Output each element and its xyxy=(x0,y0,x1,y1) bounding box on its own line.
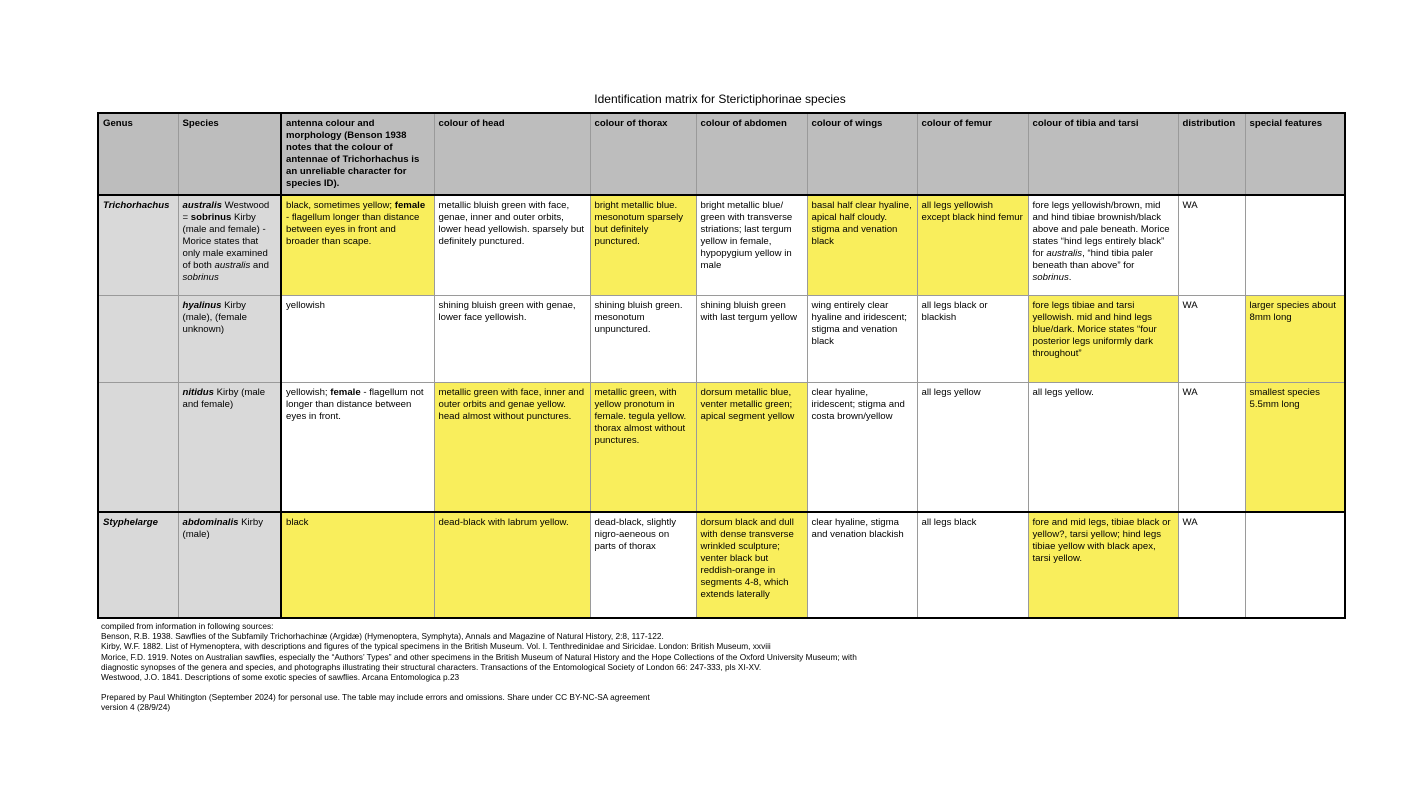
header-antenna: antenna colour and morphology (Benson 1938 notes that the colour of antennae of Trichorhachus is an unreliable character for species ID). xyxy=(281,113,434,195)
page-title: Identification matrix for Sterictiphorinae species xyxy=(594,92,846,106)
wings-cell: basal half clear hyaline, apical half cloudy. stigma and venation black xyxy=(807,195,917,296)
antenna-cell: yellowish xyxy=(281,296,434,383)
tibia-cell: fore legs yellowish/brown, mid and hind tibiae brownish/black above and pale beneath. Morice states “hind legs entirely black” for australis, “hind tibia paler beneath than above” for sobrinus. xyxy=(1028,195,1178,296)
abdomen-cell: dorsum metallic blue, venter metallic green; apical segment yellow xyxy=(696,383,807,513)
species-cell: nitidus Kirby (male and female) xyxy=(178,383,281,513)
prepared-note: Prepared by Paul Whitington (September 2024) for personal use. The table may include errors and omissions. Share under CC BY-NC-SA agreement xyxy=(101,692,650,703)
header-special: special features xyxy=(1245,113,1345,195)
header-femur: colour of femur xyxy=(917,113,1028,195)
tibia-cell: all legs yellow. xyxy=(1028,383,1178,513)
wings-cell: clear hyaline, iridescent; stigma and costa brown/yellow xyxy=(807,383,917,513)
head-cell: shining bluish green with genae, lower face yellowish. xyxy=(434,296,590,383)
antenna-cell: black, sometimes yellow; female - flagellum longer than distance between eyes in front and broader than scape. xyxy=(281,195,434,296)
wings-cell: clear hyaline, stigma and venation blackish xyxy=(807,512,917,618)
distribution-cell: WA xyxy=(1178,512,1245,618)
genus-cell xyxy=(98,296,178,383)
header-genus: Genus xyxy=(98,113,178,195)
table-row xyxy=(98,383,1345,513)
identification-matrix xyxy=(97,112,1346,619)
genus-cell xyxy=(98,383,178,513)
special-cell xyxy=(1245,195,1345,296)
thorax-cell: dead-black, slightly nigro-aeneous on parts of thorax xyxy=(590,512,696,618)
femur-cell: all legs yellow xyxy=(917,383,1028,513)
sources-footer xyxy=(101,621,1101,713)
footer-line: Morice, F.D. 1919. Notes on Australian sawflies, especially the “Authors’ Types” and other specimens in the British Museum of Natural History and the Hope Collections of the Oxford University Museum; with xyxy=(101,651,857,662)
head-cell: dead-black with labrum yellow. xyxy=(434,512,590,618)
thorax-cell: shining bluish green. mesonotum unpunctured. xyxy=(590,296,696,383)
femur-cell: all legs black xyxy=(917,512,1028,618)
thorax-cell: bright metallic blue. mesonotum sparsely but definitely punctured. xyxy=(590,195,696,296)
antenna-cell: yellowish; female - flagellum not longer than distance between eyes in front. xyxy=(281,383,434,513)
antenna-cell: black xyxy=(281,512,434,618)
special-cell xyxy=(1245,512,1345,618)
special-cell: larger species about 8mm long xyxy=(1245,296,1345,383)
thorax-cell: metallic green, with yellow pronotum in female. tegula yellow. thorax almost without punctures. xyxy=(590,383,696,513)
abdomen-cell: shining bluish green with last tergum yellow xyxy=(696,296,807,383)
genus-cell: Styphelarge xyxy=(98,512,178,618)
table-row xyxy=(98,195,1345,296)
footer-line: compiled from information in following sources: xyxy=(101,621,274,631)
header-species: Species xyxy=(178,113,281,195)
abdomen-cell: bright metallic blue/ green with transverse striations; last tergum yellow in female, hypopygium yellow in male xyxy=(696,195,807,296)
version-note: version 4 (28/9/24) xyxy=(101,702,171,713)
head-cell: metallic bluish green with face, genae, inner and outer orbits, lower head yellowish. sparsely but definitely punctured. xyxy=(434,195,590,296)
distribution-cell: WA xyxy=(1178,383,1245,513)
table-row xyxy=(98,296,1345,383)
header-tibia: colour of tibia and tarsi xyxy=(1028,113,1178,195)
tibia-cell: fore legs tibiae and tarsi yellowish. mid and hind legs blue/dark. Morice states “four posterior legs uniformly dark throughout” xyxy=(1028,296,1178,383)
header-row xyxy=(98,113,1345,195)
footer-line: diagnostic synopses of the genera and species, and photographs illustrating their structural characters. Transactions of the Entomological Society of London 66: 247-333, pls XI-XV. xyxy=(101,661,762,672)
femur-cell: all legs black or blackish xyxy=(917,296,1028,383)
special-cell: smallest species 5.5mm long xyxy=(1245,383,1345,513)
genus-cell: Trichorhachus xyxy=(98,195,178,296)
footer-line: Benson, R.B. 1938. Sawflies of the Subfamily Trichorhachinæ (Argidæ) (Hymenoptera, Symphyta), Annals and Magazine of Natural History, 2:8, 117-122. xyxy=(101,631,664,642)
wings-cell: wing entirely clear hyaline and iridescent; stigma and venation black xyxy=(807,296,917,383)
distribution-cell: WA xyxy=(1178,195,1245,296)
footer-line: Westwood, J.O. 1841. Descriptions of some exotic species of sawflies. Arcana Entomologica p.23 xyxy=(101,672,460,683)
femur-cell: all legs yellowish except black hind femur xyxy=(917,195,1028,296)
species-cell: abdominalis Kirby (male) xyxy=(178,512,281,618)
header-head: colour of head xyxy=(434,113,590,195)
species-cell: australis Westwood = sobrinus Kirby (male and female) - Morice states that only male examined of both australis and sobrinus xyxy=(178,195,281,296)
head-cell: metallic green with face, inner and outer orbits and genae yellow. head almost without punctures. xyxy=(434,383,590,513)
tibia-cell: fore and mid legs, tibiae black or yellow?, tarsi yellow; hind legs tibiae yellow with black apex, tarsi yellow. xyxy=(1028,512,1178,618)
header-thorax: colour of thorax xyxy=(590,113,696,195)
header-distribution: distribution xyxy=(1178,113,1245,195)
distribution-cell: WA xyxy=(1178,296,1245,383)
table-row xyxy=(98,512,1345,618)
abdomen-cell: dorsum black and dull with dense transverse wrinkled sculpture; venter black but reddish-orange in segments 4-8, which extends laterally xyxy=(696,512,807,618)
header-abdomen: colour of abdomen xyxy=(696,113,807,195)
species-cell: hyalinus Kirby (male), (female unknown) xyxy=(178,296,281,383)
footer-line: Kirby, W.F. 1882. List of Hymenoptera, with descriptions and figures of the typical specimens in the British Museum. Vol. I. Tenthredinidae and Siricidae. London: British Museum, xxviii xyxy=(101,641,771,652)
header-wings: colour of wings xyxy=(807,113,917,195)
